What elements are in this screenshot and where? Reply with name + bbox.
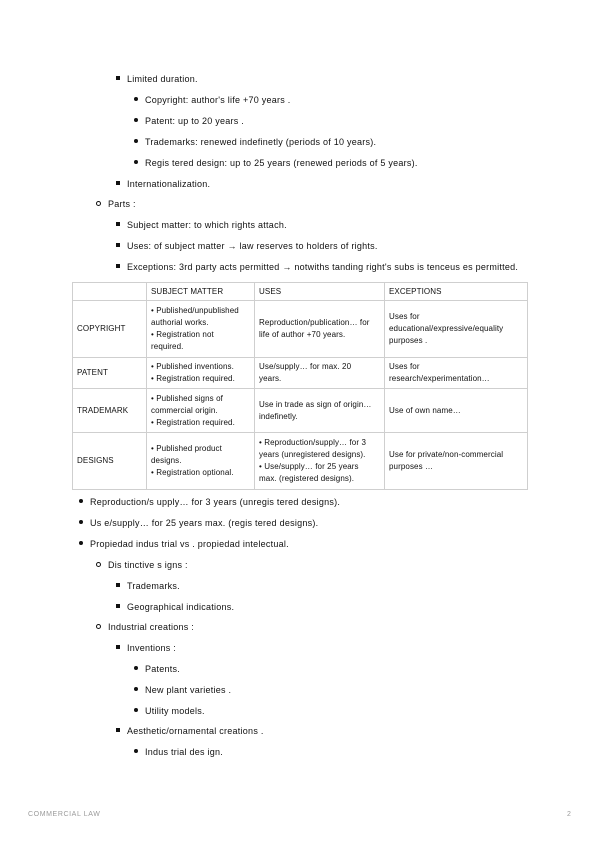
subject-cell: • Published signs of commercial origin. • Registration required. (147, 389, 255, 433)
table-header-row (73, 283, 528, 301)
table-row (73, 433, 528, 490)
square-bullet-icon (116, 583, 120, 587)
disc-bullet-icon (134, 687, 138, 691)
disc-bullet-icon (134, 97, 138, 101)
square-bullet-icon (116, 264, 120, 268)
square-bullet-icon (116, 222, 120, 226)
square-bullet-icon (116, 728, 120, 732)
disc-bullet-icon (79, 520, 83, 524)
table-header-cell (73, 283, 147, 301)
footer-title: COMMERCIAL LAW (28, 811, 101, 818)
page-number: 2 (567, 811, 571, 818)
square-bullet-icon (116, 604, 120, 608)
comparison-table (72, 282, 528, 490)
disc-bullet-icon (134, 118, 138, 122)
disc-bullet-icon (134, 749, 138, 753)
disc-bullet-icon (134, 139, 138, 143)
exceptions-cell: Uses for research/experimentation… (385, 358, 528, 389)
subject-cell: • Published product designs. • Registration optional. (147, 433, 255, 490)
disc-bullet-icon (134, 160, 138, 164)
exceptions-cell: Use for private/non-commercial purposes … (385, 433, 528, 490)
uses-cell: Use/supply… for max. 20 years. (255, 358, 385, 389)
square-bullet-icon (116, 181, 120, 185)
exceptions-cell: Use of own name… (385, 389, 528, 433)
row-label: PATENT (73, 358, 147, 389)
table-header-cell: EXCEPTIONS (385, 283, 528, 301)
table-row (73, 389, 528, 433)
disc-bullet-icon (79, 499, 83, 503)
subject-cell: • Published/unpublished authorial works. • Registration not required. (147, 301, 255, 358)
uses-cell: Reproduction/publication… for life of author +70 years. (255, 301, 385, 358)
circle-bullet-icon (96, 562, 101, 567)
square-bullet-icon (116, 243, 120, 247)
uses-cell: • Reproduction/supply… for 3 years (unregistered designs). • Use/supply… for 25 years max. (registered designs). (255, 433, 385, 490)
circle-bullet-icon (96, 201, 101, 206)
disc-bullet-icon (79, 541, 83, 545)
table-row (73, 301, 528, 358)
circle-bullet-icon (96, 624, 101, 629)
row-label: COPYRIGHT (73, 301, 147, 358)
row-label: DESIGNS (73, 433, 147, 490)
table-row (73, 358, 528, 389)
uses-cell: Use in trade as sign of origin… indefinetly. (255, 389, 385, 433)
square-bullet-icon (116, 645, 120, 649)
disc-bullet-icon (134, 708, 138, 712)
square-bullet-icon (116, 76, 120, 80)
row-label: TRADEMARK (73, 389, 147, 433)
exceptions-cell: Uses for educational/expressive/equality purposes . (385, 301, 528, 358)
table-header-cell: SUBJECT MATTER (147, 283, 255, 301)
table-header-cell: USES (255, 283, 385, 301)
subject-cell: • Published inventions. • Registration required. (147, 358, 255, 389)
disc-bullet-icon (134, 666, 138, 670)
